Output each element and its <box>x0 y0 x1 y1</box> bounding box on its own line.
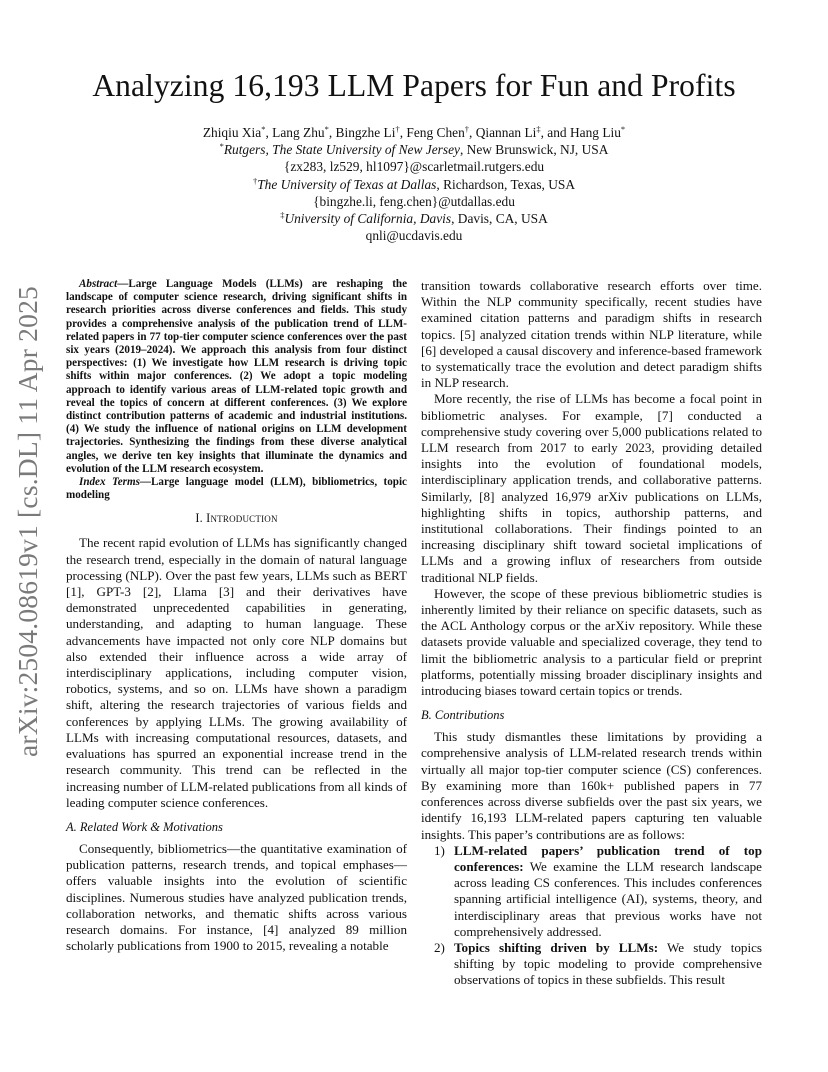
section-numeral: I. <box>195 511 207 526</box>
related-work-continuation: transition towards collaborative research efforts over time. Within the NLP community specifically, recent studies have examined citation patterns and paradigm shifts in research topics. [5] analyzed citation trends within NLP literature, while [6] developed a causal discovery and inference-based framework to systematically trace the evolution and detect paradigm shifts in NLP research. <box>421 278 762 391</box>
list-item-heading: LLM-related papers’ publication trend of top conferences: <box>454 842 762 874</box>
related-work-paragraph: Consequently, bibliometrics—the quantitative examination of publication patterns, research trends, and topical emphases—offers valuable insights into the evolution of scientific disciplines. Numerous studies have analyzed publication trends, collaboration networks, and thematic shifts across various research domains. For instance, [4] analyzed 89 million scholarly publications from 1900 to 2015, revealing a notable <box>66 840 407 954</box>
affiliation-mark: † <box>252 175 258 186</box>
institution-name: Rutgers, The State University of New Jersey <box>223 142 460 158</box>
list-item <box>421 843 762 940</box>
author-name: Zhiqiu Xia <box>202 125 262 140</box>
paper-title: Analyzing 16,193 LLM Papers for Fun and Profits <box>92 68 736 103</box>
author-block <box>80 124 748 244</box>
abstract-text: —Large Language Models (LLMs) are reshaping the landscape of computer science research, driving significant shifts in research priorities across diverse conferences and fields. This study provides a comprehensive analysis of the publication trend of LLM-related papers in 77 top-tier computer science conferences over the past six years (2019–2024). We approach this analysis from four distinct perspectives: (1) We investigate how LLM research is driving topic shifts within major conferences. (2) We adopt a topic modeling approach to identify various areas of LLM-related topic growth and reveal the topics of concern at different conferences. (3) We explore distinct contribution patterns of academic and industrial institutions. (4) We study the influence of national origins on LLM development trajectories. Synthesizing the findings from these diverse analytical angles, we derive ten key insights that illuminate the dynamics and evolution of the LLM research ecosystem. <box>66 278 407 475</box>
related-work-paragraph: However, the scope of these previous bibliometric studies is inherently limited by their reliance on specific datasets, such as the ACL Anthology corpus or the arXiv repository. While these datasets provide valuable and specialized coverage, they tend to limit the bibliometric analysis to a particular field or preprint platforms, potentially missing broader disciplinary insights and introducing biases toward certain topics or trends. <box>421 585 762 699</box>
list-item-number: 1) <box>434 842 445 858</box>
abstract-label: Abstract <box>79 278 118 290</box>
list-item-text: We examine the LLM research landscape across leading CS conferences. This includes conferences spanning artificial intelligence (AI), systems, theory, and interdisciplinary areas that previous works have not comprehensively addressed. <box>454 858 762 939</box>
institution-location: , Richardson, Texas, USA <box>436 176 576 192</box>
list-item-text: We study topics shifting by topic modeling to provide comprehensive observations of topics in these subfields. This result <box>454 939 763 988</box>
affiliation-mark: ‡ <box>280 210 285 221</box>
author-list <box>80 124 748 141</box>
arxiv-side-stamp: arXiv:2504.08619v1 [cs.DL] 11 Apr 2025 <box>12 286 43 757</box>
affiliation-mark: † <box>464 124 470 134</box>
index-terms-text: —Large language model (LLM), bibliometrics, topic modeling <box>66 476 407 502</box>
institution-location: , New Brunswick, NJ, USA <box>459 142 609 158</box>
affiliation-mark: † <box>395 124 400 134</box>
affiliation-mark: * <box>261 124 266 134</box>
intro-paragraph: The recent rapid evolution of LLMs has significantly changed the research trend, especially in the domain of natural language processing (NLP). Over the past few years, LLMs such as BERT [1], GPT-3 [2], Llama [3] and their derivatives have demonstrated unprecedented capabilities in generating, understanding, and adapting to human language. These advancements have impacted not only core NLP domains but also extended their influence across a wide array of interdisciplinary applications, including computer vision, robotics, systems, and so on. LLMs have shown a paradigm shift, altering the research trajectories of various fields and conferences by applying LLMs. The growing availability of LLMs with increasing computational resources, datasets, and evaluations has spurred an exponential increase trend in the research community. This trend can be reflected in the increasing number of LLM-related publications from all kinds of leading computer science conferences. <box>66 535 407 810</box>
index-terms <box>66 476 407 502</box>
email-line: {zx283, lz529, hl1097}@scarletmail.rutgers.edu <box>283 159 545 175</box>
email-line: {bingzhe.li, feng.chen}@utdallas.edu <box>313 193 515 209</box>
author-name: , Lang Zhu <box>265 125 325 140</box>
affiliation-mark: * <box>620 124 626 134</box>
list-item-heading: Topics shifting driven by LLMs: <box>454 939 659 955</box>
subsection-heading-related-work: A. Related Work & Motivations <box>66 819 223 834</box>
abstract <box>66 278 407 476</box>
index-terms-label: Index Terms <box>79 476 140 489</box>
author-name: , Bingzhe Li <box>328 125 396 140</box>
author-name: , Feng Chen <box>399 125 465 140</box>
affiliation-line <box>80 210 748 227</box>
affiliation-line <box>80 141 748 158</box>
affiliation-line <box>80 176 748 193</box>
affiliation-mark: * <box>219 141 224 152</box>
affiliation-mark: ‡ <box>536 124 541 134</box>
right-column <box>421 278 762 989</box>
list-item-number: 2) <box>434 939 445 955</box>
institution-name: The University of Texas at Dallas <box>257 176 437 192</box>
email-line: qnli@ucdavis.edu <box>365 228 463 244</box>
author-name: , Qiannan Li <box>469 125 537 140</box>
related-work-paragraph: More recently, the rise of LLMs has become a focal point in bibliometric analyses. For example, [7] conducted a comprehensive study covering over 5,000 publications related to LLM research from 2017 to early 2023, providing detailed insights into the evolution of foundational models, interdisciplinary application trends, and collaborative patterns. Similarly, [8] analyzed 16,979 arXiv publications on LLMs, highlighting shifts in topics, authorship patterns, and institutional collaborations. Their findings pointed to an increasing disciplinary shift toward societal implications of LLMs and a growing influx of researchers from outside traditional NLP fields. <box>421 391 762 585</box>
list-item <box>421 940 762 989</box>
left-column <box>66 278 407 954</box>
institution-location: , Davis, CA, USA <box>451 211 548 227</box>
author-name: , and Hang Liu <box>540 125 621 140</box>
section-title: Introduction <box>206 511 278 526</box>
section-heading-introduction <box>66 511 407 526</box>
contributions-paragraph: This study dismantles these limitations by providing a comprehensive analysis of LLM-related research trends within virtually all major top-tier computer science (CS) conferences. By examining more than 160k+ published papers in 77 conferences across diverse subfields over the past six years, we identify 16,193 LLM-related papers capturing ten valuable insights. This paper’s contributions are as follows: <box>421 729 762 842</box>
contributions-list <box>421 843 762 989</box>
institution-name: University of California, Davis <box>284 211 452 227</box>
subsection-heading-contributions: B. Contributions <box>421 708 505 723</box>
affiliation-mark: * <box>324 124 329 134</box>
